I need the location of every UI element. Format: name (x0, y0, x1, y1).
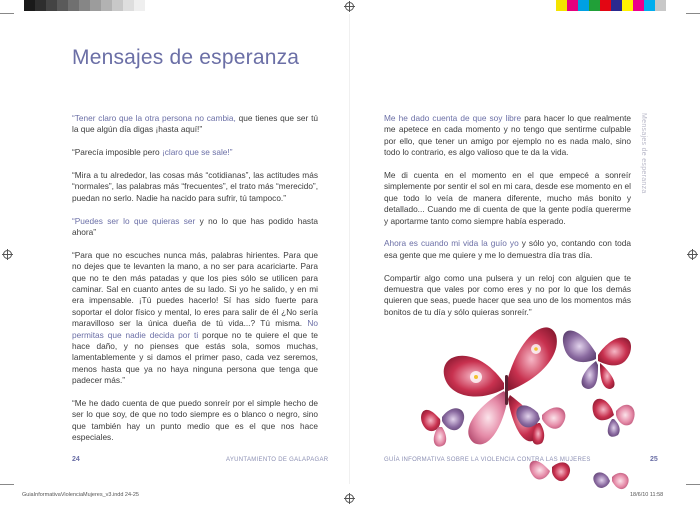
butterfly-center (516, 405, 565, 444)
butterfly-right (593, 399, 635, 437)
quote-paragraph: Compartir algo como una pulsera y un reloj con alguien que te demuestra que vales por como eres y no por lo que los demás quieren que seas, puede hacer que sea uno de los momentos más bonitos de tu día y sólo quieras sonreír.” (384, 272, 631, 317)
crop-mark (0, 13, 14, 14)
right-column (384, 113, 631, 330)
footer-left: AYUNTAMIENTO DE GALAPAGAR (226, 457, 329, 463)
page-number-right: 25 (650, 456, 658, 463)
color-bar (556, 0, 666, 11)
butterfly-bottom-right (593, 472, 628, 489)
quote-paragraph: Ahora es cuando mi vida la guío yo y sólo yo, contando con toda esa gente que me quiere y me lo demuestra día tras día. (384, 238, 631, 260)
butterfly-bottom-left (530, 461, 571, 481)
date-slug: 18/6/10 11:58 (630, 492, 664, 498)
side-section-label: Mensajes de esperanza (640, 113, 647, 194)
footer-right: GUÍA INFORMATIVA SOBRE LA VIOLENCIA CONTRA LAS MUJERES (384, 457, 591, 463)
quote-paragraph: Me di cuenta en el momento en el que empecé a sonreír simplemente por sentir el sol en mi cara, desde ese momento en el que todo lo veía de manera diferente, mucho más bonito y detallado... Cuando me di cuenta de que la gente podía quererme y aportarme tanto como siempre había esperado. (384, 170, 631, 226)
quote-paragraph: “Parecía imposible pero ¡claro que se sale!” (72, 147, 233, 158)
crop-mark (686, 484, 700, 485)
quote-paragraph: “Tener claro que la otra persona no cambia, que tienes que ser tú la que algún día digas ¡hasta aquí!” (72, 113, 319, 135)
registration-mark-right (688, 250, 697, 259)
quote-paragraph: Me he dado cuenta de que soy libre para hacer lo que realmente me apetece en cada momento y no tengo que sentirme culpable por ello, que tener un amigo por ejemplo no es nada malo, sino todo lo contrario, es algo valioso que te da la vida. (384, 113, 631, 158)
butterfly-purple-top (563, 330, 631, 389)
page-title: Mensajes de esperanza (72, 46, 300, 69)
registration-mark-left (3, 250, 12, 259)
quote-paragraph: “Me he dado cuenta de que puedo sonreír por el simple hecho de ser lo que soy, de que no todo siempre es o blanco o negro, sino que también hay un punto medio que es el que nos hace especiales. (72, 398, 318, 443)
grayscale-bar (24, 0, 145, 11)
registration-mark-top (345, 2, 354, 11)
left-column (72, 113, 318, 455)
crop-mark (686, 13, 700, 14)
quote-paragraph: “Para que no escuches nunca más, palabras hirientes. Para que no dejes que te levanten la mano, a no ser para acariciarte. Para que no te den más patadas y que los pies sólo se utilicen para caminar. Sal en cuanto antes de su lado. Si yo he salido, y en mi era impensable. ¡Tú puedes hacerlo! Sí has sido fuerte para soportar el dolor físico y mental, lo eres para salir de él ¿No sería maravilloso ser la única dueña de tú vida...? Tú misma. No permitas que nadie decida por ti porque no te quiere el que te hace daño, y no pienses que estás sola, somos muchas, lamentablemente y si damos el primer paso, cada vez seremos, menos hasta que ya no haya ninguna persona que tenga que padecer más.” (72, 249, 319, 386)
butterflies-illustration (418, 305, 640, 495)
page-number-left: 24 (72, 456, 80, 463)
quote-paragraph: “Puedes ser lo que quieras ser y no lo que has podido hasta ahora” (72, 215, 318, 238)
crop-mark (0, 484, 14, 485)
butterfly-left-small (421, 408, 464, 446)
quote-paragraph: “Mira a tu alrededor, las cosas más “cotidianas”, las actitudes más “normales”, las palabras más “frecuentes”, el trato más “merecido”, puedan no serlo. Nadie ha nacido para sufrir, tú tampoco.” (72, 170, 318, 203)
registration-mark-bottom (345, 494, 354, 503)
file-slug: GuiaInformativaViolenciaMujeres_v3.indd 24-25 (22, 492, 139, 498)
page-gutter (349, 14, 350, 484)
